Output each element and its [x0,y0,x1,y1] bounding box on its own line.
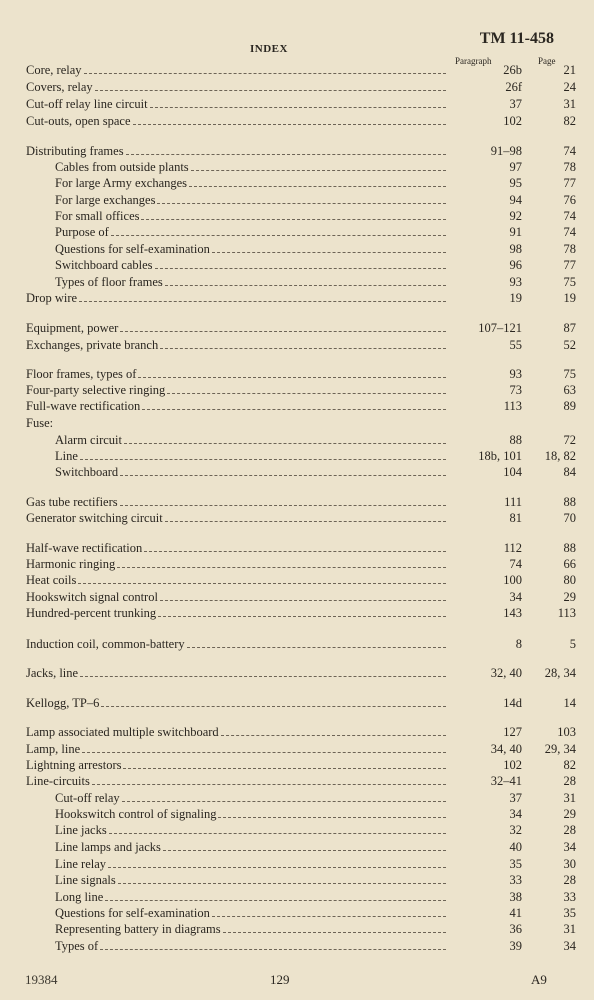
entry-label: Cut-outs, open space [26,114,131,128]
entry-label-row [26,540,446,556]
entry-paragraph: 74 [509,557,522,571]
index-entry [0,790,594,806]
entry-page: 24 [563,80,576,94]
page-number: 129 [270,972,290,987]
dot-leader [118,873,446,884]
entry-label-row [26,494,446,510]
entry-page: 74 [563,209,576,223]
entry-label-row [55,159,446,175]
dot-leader [212,242,446,253]
page-column-header: Page [538,56,556,66]
entry-paragraph: 34, 40 [490,742,522,756]
entry-page: 78 [563,242,576,256]
dot-leader [124,433,446,444]
entry-paragraph: 26b [503,63,522,77]
entry-paragraph: 8 [515,637,522,651]
entry-page: 35 [563,906,576,920]
entry-paragraph: 98 [509,242,522,256]
index-entry [0,224,594,240]
entry-page: 28 [563,823,576,837]
entry-label: Line relay [55,857,107,871]
entry-page: 74 [563,225,576,239]
entry-paragraph: 55 [509,338,522,352]
index-entry [0,320,594,336]
entry-page: 28, 34 [544,666,576,680]
entry-paragraph: 127 [503,725,522,739]
entry-paragraph: 143 [503,606,522,620]
dot-leader [78,573,446,584]
entry-page: 21 [563,63,576,77]
entry-page: 30 [563,857,576,871]
index-entry [0,192,594,208]
index-entry [0,938,594,954]
index-entry [0,921,594,937]
print-code: 19384 [25,972,58,987]
entry-label-row [55,192,446,208]
index-entry [0,382,594,398]
dot-leader [84,63,446,74]
index-entry [0,741,594,757]
entry-paragraph: 96 [509,258,522,272]
entry-label: Types of floor frames [55,275,163,289]
entry-label-row [26,741,446,757]
index-entry [0,415,594,431]
index-entry [0,208,594,224]
dot-leader [95,80,446,91]
dot-leader [109,823,446,834]
entry-paragraph: 34 [509,590,522,604]
dot-leader [191,160,446,171]
dot-leader [122,791,446,802]
entry-paragraph: 36 [509,922,522,936]
index-entry [0,572,594,588]
entry-label: Cables from outside plants [55,160,189,174]
entry-label: Harmonic ringing [26,557,116,571]
entry-page: 14 [563,696,576,710]
entry-label-row [55,839,446,855]
entry-label: Line lamps and jacks [55,840,161,854]
entry-paragraph: 104 [503,465,522,479]
entry-page: 76 [563,193,576,207]
dot-leader [100,939,446,950]
entry-page: 19 [563,291,576,305]
entry-paragraph: 91 [509,225,522,239]
entry-paragraph: 102 [503,758,522,772]
dot-leader [123,758,446,769]
entry-label-row [55,448,446,464]
index-entry [0,432,594,448]
dot-leader [80,449,446,460]
dot-leader [111,225,446,236]
entry-label-row [55,921,446,937]
entry-paragraph: 14d [503,696,522,710]
index-entry [0,494,594,510]
entry-label: Alarm circuit [55,433,122,447]
entry-label: Line signals [55,873,116,887]
entry-label: Half-wave rectification [26,541,143,555]
entry-page: 77 [563,258,576,272]
entry-paragraph: 37 [509,791,522,805]
dot-leader [144,541,446,552]
entry-label-row [26,773,446,789]
signature-mark: A9 [531,972,547,987]
entry-paragraph: 19 [509,291,522,305]
entry-label: Line-circuits [26,774,90,788]
entry-page: 88 [563,541,576,555]
dot-leader [92,774,446,785]
entry-page: 34 [563,939,576,953]
entry-page: 77 [563,176,576,190]
entry-label: Kellogg, TP–6 [26,696,100,710]
entry-label: Four-party selective ringing [26,383,166,397]
entry-paragraph: 34 [509,807,522,821]
entry-page: 5 [569,637,576,651]
dot-leader [79,291,446,302]
dot-leader [165,275,446,286]
entry-page: 70 [563,511,576,525]
dot-leader [221,725,446,736]
entry-label: Hookswitch control of signaling [55,807,217,821]
dot-leader [212,906,446,917]
index-entry [0,695,594,711]
entry-label-row [26,320,446,336]
entry-paragraph: 41 [509,906,522,920]
entry-label-row [26,724,446,740]
entry-paragraph: 93 [509,367,522,381]
index-entry [0,872,594,888]
entry-label-row [55,464,446,480]
entry-paragraph: 113 [503,399,522,413]
entry-label: Lightning arrestors [26,758,122,772]
entry-label-row [26,589,446,605]
entry-page: 29 [563,807,576,821]
index-entry [0,724,594,740]
entry-paragraph: 35 [509,857,522,871]
entry-paragraph: 92 [509,209,522,223]
index-entry [0,510,594,526]
dot-leader [160,590,446,601]
dot-leader [150,97,446,108]
entry-paragraph: 95 [509,176,522,190]
dot-leader [80,666,446,677]
entry-label: Lamp associated multiple switchboard [26,725,219,739]
entry-label-row [55,889,446,905]
entry-label: For large Army exchanges [55,176,188,190]
entry-label-row [55,175,446,191]
entry-page: 82 [563,114,576,128]
entry-page: 33 [563,890,576,904]
entry-page: 18, 82 [544,449,576,463]
entry-page: 84 [563,465,576,479]
dot-leader [223,922,446,933]
dot-leader [155,258,446,269]
dot-leader [142,399,446,410]
entry-page: 74 [563,144,576,158]
dot-leader [55,417,446,427]
entry-label: Long line [55,890,104,904]
entry-label: Hookswitch signal control [26,590,158,604]
entry-page: 103 [557,725,576,739]
entry-paragraph: 39 [509,939,522,953]
entry-label-row [26,510,446,526]
entry-paragraph: 33 [509,873,522,887]
dot-leader [141,209,446,220]
entry-label-row [55,257,446,273]
entry-label-row [26,79,446,95]
entry-label-row [26,415,446,431]
entry-page: 72 [563,433,576,447]
index-entry [0,773,594,789]
entry-page: 31 [563,97,576,111]
entry-label-row [55,806,446,822]
entry-page: 88 [563,495,576,509]
index-entry [0,889,594,905]
entry-label: Switchboard cables [55,258,153,272]
dot-leader [187,637,446,648]
entry-label: For small offices [55,209,140,223]
entry-label-row [26,636,446,652]
entry-label: Exchanges, private branch [26,338,159,352]
entry-paragraph: 97 [509,160,522,174]
index-entry [0,806,594,822]
index-entry [0,143,594,159]
entry-label: Line [55,449,78,463]
entry-page: 75 [563,275,576,289]
dot-leader [120,495,446,506]
entry-label: Full-wave rectification [26,399,141,413]
entry-paragraph: 26f [505,80,522,94]
entry-label-row [26,96,446,112]
entry-label-row [55,274,446,290]
index-entry [0,822,594,838]
entry-label-row [55,241,446,257]
index-entry [0,257,594,273]
entry-label: Covers, relay [26,80,93,94]
entry-paragraph: 32–41 [490,774,522,788]
dot-leader [120,465,446,476]
entry-label-row [26,113,446,129]
entry-paragraph: 112 [503,541,522,555]
entry-page: 66 [563,557,576,571]
entry-label: Questions for self-examination [55,242,210,256]
entry-label-row [26,337,446,353]
dot-leader [105,890,446,901]
index-entry [0,464,594,480]
index-entry [0,159,594,175]
dot-leader [138,367,446,378]
entry-page: 82 [563,758,576,772]
dot-leader [165,511,446,522]
dot-leader [189,176,446,187]
entry-label: Equipment, power [26,321,119,335]
index-entry [0,274,594,290]
entry-paragraph: 18b, 101 [478,449,522,463]
entry-label-row [55,224,446,240]
entry-label-row [55,872,446,888]
index-entry [0,636,594,652]
dot-leader [108,857,446,868]
entry-paragraph: 81 [509,511,522,525]
index-entry [0,589,594,605]
entry-page: 31 [563,791,576,805]
entry-paragraph: 93 [509,275,522,289]
entry-paragraph: 38 [509,890,522,904]
dot-leader [120,321,446,332]
entry-label: Gas tube rectifiers [26,495,118,509]
index-entry [0,448,594,464]
dot-leader [160,338,446,349]
entry-label: Representing battery in diagrams [55,922,221,936]
entry-page: 75 [563,367,576,381]
entry-label: Line jacks [55,823,107,837]
entry-label-row [26,757,446,773]
entry-label: Cut-off relay [55,791,120,805]
entry-label-row [26,398,446,414]
entry-label: Jacks, line [26,666,79,680]
entry-paragraph: 37 [509,97,522,111]
entry-label-row [55,790,446,806]
entry-paragraph: 73 [509,383,522,397]
entry-paragraph: 107–121 [478,321,522,335]
dot-leader [163,840,446,851]
entry-paragraph: 91–98 [490,144,522,158]
entry-label: Floor frames, types of [26,367,137,381]
entry-label: Switchboard [55,465,119,479]
entry-label: Generator switching circuit [26,511,163,525]
entry-label: Drop wire [26,291,78,305]
entry-label-row [26,605,446,621]
entry-label-row [55,856,446,872]
entry-page: 28 [563,774,576,788]
index-entry [0,290,594,306]
entry-page: 29, 34 [544,742,576,756]
index-entry [0,337,594,353]
entry-label-row [26,62,446,78]
entry-label-row [26,290,446,306]
entry-label: Types of [55,939,99,953]
entry-page: 89 [563,399,576,413]
index-entry [0,366,594,382]
dot-leader [167,383,446,394]
entry-page: 63 [563,383,576,397]
index-entry [0,856,594,872]
entry-page: 80 [563,573,576,587]
entry-paragraph: 94 [509,193,522,207]
dot-leader [158,606,446,617]
entry-paragraph: 40 [509,840,522,854]
index-entry [0,905,594,921]
index-entry [0,398,594,414]
entry-label: Induction coil, common-battery [26,637,185,651]
index-entry [0,241,594,257]
dot-leader [101,696,446,707]
entry-label: Purpose of [55,225,109,239]
entry-label: Core, relay [26,63,82,77]
entry-label-row [26,572,446,588]
entry-label: For large exchanges [55,193,156,207]
entry-page: 113 [557,606,576,620]
entry-paragraph: 32 [509,823,522,837]
entry-label: Heat coils [26,573,77,587]
index-entry [0,175,594,191]
entry-page: 52 [563,338,576,352]
index-entry [0,96,594,112]
entry-label-row [55,432,446,448]
entry-label-row [55,905,446,921]
index-entry [0,556,594,572]
entry-label-row [55,208,446,224]
entry-paragraph: 100 [503,573,522,587]
entry-paragraph: 32, 40 [490,666,522,680]
entry-paragraph: 102 [503,114,522,128]
entry-label-row [26,695,446,711]
entry-label: Cut-off relay line circuit [26,97,148,111]
dot-leader [82,742,446,753]
entry-label-row [26,665,446,681]
entry-page: 31 [563,922,576,936]
entry-page: 34 [563,840,576,854]
entry-label: Lamp, line [26,742,81,756]
index-entry [0,665,594,681]
entry-page: 29 [563,590,576,604]
dot-leader [126,144,446,155]
entry-label: Fuse: [26,416,54,430]
entry-label-row [26,382,446,398]
dot-leader [157,193,446,204]
dot-leader [133,114,447,125]
dot-leader [117,557,446,568]
paragraph-column-header: Paragraph [455,56,492,66]
entry-label: Hundred-percent trunking [26,606,157,620]
entry-page: 78 [563,160,576,174]
index-entry [0,79,594,95]
page-title: INDEX [250,43,288,55]
entry-label-row [55,822,446,838]
entry-page: 28 [563,873,576,887]
entry-paragraph: 88 [509,433,522,447]
index-entry [0,62,594,78]
index-entry [0,839,594,855]
entry-page: 87 [563,321,576,335]
entry-label-row [26,556,446,572]
index-entry [0,605,594,621]
entry-paragraph: 111 [504,495,522,509]
entry-label-row [55,938,446,954]
entry-label: Distributing frames [26,144,124,158]
entry-label: Questions for self-examination [55,906,210,920]
manual-number: TM 11-458 [479,30,554,47]
entry-label-row [26,366,446,382]
entry-label-row [26,143,446,159]
index-entry [0,113,594,129]
index-entry [0,540,594,556]
dot-leader [218,807,446,818]
index-entry [0,757,594,773]
